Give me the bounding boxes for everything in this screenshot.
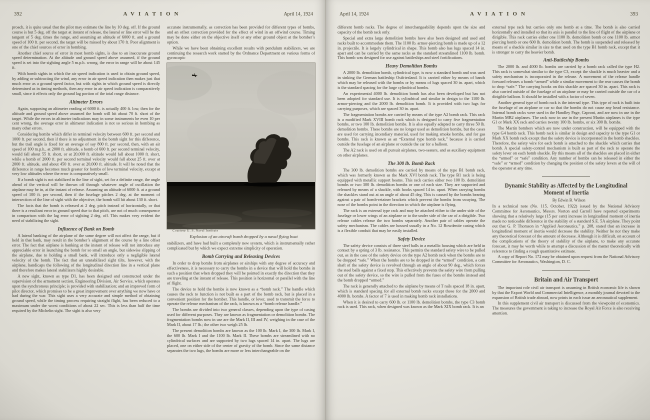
section-heading-300-lb-rack: The 300 lb. Bomb Rack: [387, 160, 436, 167]
section-divider: [542, 271, 590, 272]
smoke-reflection: [244, 183, 290, 187]
paragraph: The Martin bombers which are now under construction, will be equipped with the type G4 bomb rack. This bomb rack is similar in design and capacity to the type G1 or Mark XX bomb rack except that the safety device is incorporated in the bomb shackles. Therefore, the safety wire for each bomb is attached to the shackle which carries that bomb. A special safety-control mechanism is built as part of the rack to operate the safety lever on each bomb shackle. By this means all of the shackles are placed in either the “armed” or “safe” condition. Any number of bombs can be released in either the “safe” or “armed” condition by changing the position of the safety levers at the will of the operator at any time.: [492, 126, 640, 171]
section-heading-safety-device: Safety Device: [397, 236, 426, 242]
paragraph: The present demolition bombs are known as the 100 lb. Mark I, the 300 lb. Mark I, the 600 lb. Mark I and the 1100 lb. Mark II. These bombs are streamlined with no cylindrical surfaces and are supported by two lugs spaced 14 in. apart. The lugs are placed, one on either side of the center of gravity of the bomb. Since the same distance separates the two lugs, the bombs are more or less interchangeable on the: [167, 328, 315, 353]
photo-credit: Courtesy U. S. Naval Institute: [172, 229, 219, 233]
paragraph: If a bomb sight is not stabilized in the line of sight, set for a definite range, the angle ahead of the vertical will be thrown off through whatever angle of oscillation the airplane may be in, at the instant of release. Assuming an altitude of 6000 ft. at a ground speed of 100 ft. per second, then if the fuselage pitches 2 deg. at the moment of intersection of the line of sight with the objective, the bomb will hit about 130 ft. short.: [12, 177, 160, 202]
paragraph: The device to hold the bombs is now known as a “bomb rack.” The handle which causes the rack to function is not built as a part of the bomb rack, but is placed in a convenient position for the bomber. This handle, or lever, used to transmit the force to operate the release mechanism of the rack, is known as a “bomb release handle.”: [167, 286, 315, 307]
paragraph: The 2000 lb. and 4000 lb. bombs are carried by a bomb rack called the type H2. This rack is somewhat similar to the type C3, except the shackle is much heavier and a safety mechanism is incorporated in the release. A movement of the release handle forward releases a bomb “armed” while a similar movement to the rear causes the bomb to drop “safe.” The carrying hooks on this shackle are spaced 30 in. apart. This rack is also carried outside of the fuselage of an airplane or may be carried outside the car of a dirigible balloon. It should be installed with a factor of seven.: [492, 64, 640, 99]
section-heading-bomb-carrying: Bomb Carrying and Releasing Devices: [201, 254, 281, 260]
bomb-explosion-photo: [167, 63, 315, 229]
paragraph: The important role civil air transport is assuming in British economic life is shown by that the Export World and Commercial Intelligence, a monthly journal devoted to the expansion of British trade abroad, now prints in each issue an aeronautical supplement.: [492, 285, 640, 300]
issue-date: April 14, 1924: [283, 11, 313, 17]
page-number: 392: [14, 11, 22, 17]
paragraph: Another chief source of error in most bomb sights, is due to an inaccurate ground speed determination. At the altitude and ground speed above assumed, if the ground speed is set into the sighting angle 5 m.p.h. wrong, the error in range will be about 145 ft.: [12, 50, 160, 71]
page-header: [14, 11, 313, 17]
paragraph: In order to drop bombs from airplanes or airships with any degree of accuracy and effectiveness, it is necessary to carry the bombs in a device that will hold the bombs in such a position that when dropped they will be pointed in exactly the direction that they are traveling at the instant of release. This position is horizontal or parallel with the line of flight.: [167, 261, 315, 286]
paragraph: Special and extra large demolition bombs have also been designed and used and racks built to accommodate them. The 1100 lb. armor-piercing bomb is made up of a 12 in. projectile. It is largely cylindrical in shape. This bomb also has lugs spaced 14 in. apart and can be carried by the same racks as the standard streamlined 1100 lb. bomb. This bomb was designed for use against battleships and steel fortifications.: [337, 35, 486, 61]
paragraph: When it is desired to carry 600 lb. or 1100 lb. demolition bombs, the type C3 bomb rack is used. This rack, when designed was known as the Mark XIX bomb rack. It is an: [337, 299, 486, 310]
right-page-column-1: [338, 25, 486, 317]
paragraph: external type rack but carries only one bomb at a time. The bomb is also carried horizontally and installed so that its axis is parallel to the line of flight of the airplane or dirigible. This rack carries either one 1100 lb. demolition bomb or one 1100 lb. armor piercing bomb or one 600 lb. demolition bomb. The bomb is suspended and released by means of a shackle similar in size to that used on the type B1 bomb rack, except that it is stronger to carry the heavier bomb.: [492, 25, 640, 55]
page-header: [340, 11, 639, 17]
sea-mottle: [242, 209, 312, 218]
byline: By Edwin B. Wilson: [552, 198, 586, 203]
section-heading-anti-battleship: Anti-Battleship Bombs: [543, 57, 590, 64]
paragraph: A lateral banking of the airplane of the same degree will not affect the range, but if held in that bank, may result in the bomber’s alignment of the course by a line offset error. The fact that airplane is banking at the instant of release will not introduce any appreciable error in launching the bomb for so small an angle, but sidewise slipping of the airplane, due to holding a small bank, will introduce only a negligible lateral velocity of the bomb. The fact that an unstabilized sight tilts, however, with the airplane, handicaps the following of the longitudinal direction line in a vertical plane and therefore makes lateral stabilizers highly desirable.: [12, 233, 160, 273]
paragraph: Again, supposing an altimeter reading of 6000 ft. is actually 400 ft. low, then for the altitude and ground speed above assumed the bomb will hit about 70 ft. short of the target. While the errors in altimeter indications may in some instruments be even 10 per cent wrong, the average error in altimeter indication is not so serious in bombing as many other errors.: [12, 106, 160, 131]
section-heading-influence-of-bank: Influence of Bank on Bomb: [57, 226, 115, 232]
paragraph: Another general type of bomb rack is the internal type. This type of rack is built into the fuselage of an airplane or car so that the bombs do not cause any head resistance. Internal bomb racks were used in the Handley Page, Caproni, and are now in use in the Martin MB2 airplanes. The rack now in use in the present Martin airplanes is the type G1 or Mark XX rack and carries twenty 100 lb. bombs, or six 300 lb. bombs.: [492, 100, 640, 125]
left-page-columns: [12, 25, 315, 354]
paragraph: stabilizers, and have had built a completely new system, which is instrumentally rather complicated but by which we expect extreme simplicity of operation.: [167, 241, 315, 251]
paragraph: The facts that the bomb is released at 2 deg. pitch instead of horizontally, or that there is a resultant error in ground speed due to that pitch, are not of much consequence in comparison with the lag error of sighting 2 deg. off. This makes very evident the need of stabilizing the sight.: [12, 203, 160, 223]
section-heading-altimeter-errors: Altimeter Errors: [69, 99, 103, 105]
paragraph: The rack is an external type rack and may be attached either to the under side of the fuselage or lower wings of an airplane or to the under side of the car of a dirigible. Two release cables release the two bombs separately. Another pair of cables operate the safety mechanism. The cables are housed usually in a No. 12 Bowdenite casing which is a flexible conduit that may be easily installed.: [337, 208, 486, 233]
paragraph: An experimental 4000 lb. demolition bomb has also been developed but has not been adopted for standard use. It is cylindrical and similar in design to the 1100 lb. armor-piercing and the 2000 lb. demolition bomb. It is provided with two lugs for carrying purposes, which are spaced 30 in. apart.: [337, 91, 486, 111]
paragraph: The rack is generally attached to the airplane by means of T rails spaced 18 in. apart, which is standard spacing for all external bomb racks except those for the 2000 and 4000 lb. bombs. A factor of 7 is used in making bomb rack installations.: [337, 283, 486, 299]
section-divider: [542, 177, 590, 178]
paragraph: A new sight, known as type D1, has been designed and constructed under the supervision of the armament section, Engineering Division, Air Service, which operates upon the synchronous principle; is provided with stabilization; and an improved form of pilot director, which promises to be a great improvement over anything we now have or had during the war. This sight uses a very accurate and simple method of obtaining ground speed, while the timing process requiring straight flight, has been reduced to a maximum under the worst conditions of about 22 sec. This is less than half the time required by the Michelin sight. The sight is also very: [12, 273, 160, 314]
paragraph: accurate instrumentally, as correction has been provided for different types of bombs, and an offset correction provided for the effect of wind in an offwind course. Timing may be done either on the objective itself or any other ground object at the bomber’s option.: [167, 25, 315, 45]
paragraph: In a technical note (No. 115, October, 1922) issued by the National Advisory Committee for Aeronautics, Messrs. Norton and Carroll have reported experiments showing that a relatively large (15 per cent) increase in longitudinal moment of inertia made no noticeable difference in the stability of a standard S.E. 5A airplane. They point out that G. P. Thomson in “Applied Aeronautics,” p. 208, stated that an increase in longitudinal moment of inertia would decrease the stability. Neither he nor they make any theoretical forecast of the amount of decrease. Although it is difficult, on account of the complications of the theory of stability of the airplane, to make any accurate forecast, it may be worth while to attempt a discussion of the matter theoretically with reference to finding a rough quantitative estimate.: [492, 204, 640, 254]
page-393: [325, 0, 650, 420]
right-page-column-2: [492, 25, 640, 317]
left-page-column-1: [12, 25, 160, 354]
paragraph: different bomb racks. The degree of interchangeability depends upon the size and capacity of the bomb rack only.: [337, 25, 486, 35]
paragraph: The safety device consists of three steel balls in a metallic housing which are held in contact by a spring of 3 lb. resistance. This permits the standard safety wire to be pulled out, as in the case of the safety device on the type A2 bomb rack when the bombs are to be dropped “safe.” When the bombs are to be dropped in the “armed” condition, a cam shaft of the safety device is revolved through an angle of about 90 deg., which forces the steel balls against a fixed stop. This effectively prevents the safety wire from pulling out of the safety device, so the wire is pulled from the fuses of the bombs instead and the bomb dropped “armed.”: [337, 243, 486, 283]
paragraph: proach, it is quite usual that the pilot may estimate the line by 10 deg. off. If the ground course is but 5 deg. off the target at instant of release, the lateral or line error will be the tangent of 5 deg. times the range, and assuming an altitude of 6000 ft. and a ground speed of 100 ft. per second, the target will be missed by about 170 ft. Poor alignment is one of the chief sources of error in bombing.: [12, 25, 160, 50]
paragraph: The 300 lb. demolition bombs are carried by means of the type B1 bomb rack, which was formerly known as the Mark XVI bomb rack. The type B1 rack is being equipped with metallic support beams. This rack carries either two 100 lb. demolition bombs or two 300 lb. demolition bombs or one of each size. They are supported and released by means of a shackle, with hooks spaced 14 in. apart. When carrying bombs the shackles stand out at an angle of about 45 deg. This is caused by the bombs bearing against a pair of bomb-retainer brackets which prevent the bombs from swaying. The nose of the bombs point in the direction in which the airplane is flying.: [337, 167, 486, 208]
issue-date: April 14, 1924: [339, 11, 369, 17]
page-number: 393: [630, 11, 638, 17]
photo-caption: Explosion of an aircraft bomb dropped by a naval flying boat: [189, 234, 298, 240]
article-title-britain-air-transport: Britain and Air Transport: [534, 277, 598, 284]
journal-title: AVIATION: [469, 11, 529, 17]
paragraph: The fragmentation bombs are carried by means of the type A2 bomb rack. This rack is a modified Mark XVIII bomb rack which is designed to carry five fragmentation bombs, or two 100 lb. demolition bombs. It is also equally adapted to carry three 50 lb. demolition bombs. These bombs are no longer used as demolition bombs, but the cases are used for carrying incendiary material, used for making smoke bombs, and for gas bombs. This rack is known as an “External type bomb rack,” because it is carried outside the fuselage of an airplane or outside the car for a balloon.: [337, 112, 486, 147]
left-page-column-2: [167, 25, 315, 354]
paragraph: A 2000 lb. demolition bomb, cylindrical type, is now a standard bomb and was used in sinking the German battleship Ostfriesland. It is carried either by means of bands which may be released with the bombs or by means of lugs spaced 30 in. apart, which is the standard spacing for the large cylindrical bombs.: [337, 70, 486, 91]
paragraph: A copy of Report No. 172 may be obtained upon request from the National Advisory Committee for Aeronautics, Washington, D. C.: [492, 254, 640, 265]
right-page-columns: [338, 25, 641, 317]
paragraph: The bombs are divided into two general classes, depending upon the type of casing used for different purposes. They are known as fragmentation or demolition bombs. The fragmentation bombs now in use are the Mark II, III and IV, weighing in the case of the Mark II, about 17 lb.; the other two weigh 25 lb.: [167, 307, 315, 328]
photo-block: [167, 63, 315, 239]
paragraph: With bomb sights in which the air speed indication is used to obtain ground speed, by adding or subtracting the wind, any error in air speed indication then makes just that much error as a ground speed factor, but with sights in which ground speed is directly determined as in timing methods, then any error in air speed indication is comparatively small, since it effects only the ground lag portion of the total range distance.: [12, 71, 160, 96]
paragraph: While we have been obtaining excellent results with pendulum stabilizers, we are continuing the research work started by the Ordnance Department on various forms of gyroscopic: [167, 45, 315, 61]
journal-title: AVIATION: [123, 11, 183, 17]
article-title-dynamic-stability: Dynamic Stability as Affected by the Longitudinal Moment of Inertia: [504, 183, 628, 196]
section-heading-heavy-demolition: Heavy Demolition Bombs: [385, 63, 438, 70]
paragraph: In this supplement civil air transport is discussed from the viewpoint of economics. The measures the government is taking to increase the Royal Air Force is also receiving attention.: [492, 301, 640, 316]
paragraph: The A2 rack is used on all pursuit airplanes, two-seaters, and as auxiliary equipment on other airplanes.: [337, 147, 486, 158]
paragraph: Considering bombs which differ in terminal velocity between 600 ft. per second and 1000 ft. per second, then if there is no adjustment in the bomb sight for this difference, but the trail angle is fixed for an average of say 800 ft. per second, then, with an air speed of 100 m.p.h., at 2000 ft. altitude, a bomb of 600 ft. per second terminal velocity, would fall about 55 ft. short, or at 20,000 ft. altitude would fall about 1000 ft. short, while a bomb of 2000 ft. per second terminal velocity would fall about 25 ft. over at 2000 ft. altitude, and about 450 ft. over at 20,000 ft. altitude. It will be noted that the difference in range becomes much greater for bombs of low terminal velocity, except at very low altitudes where the error is comparatively small.: [12, 132, 160, 177]
sea-horizon-band: [167, 182, 315, 186]
